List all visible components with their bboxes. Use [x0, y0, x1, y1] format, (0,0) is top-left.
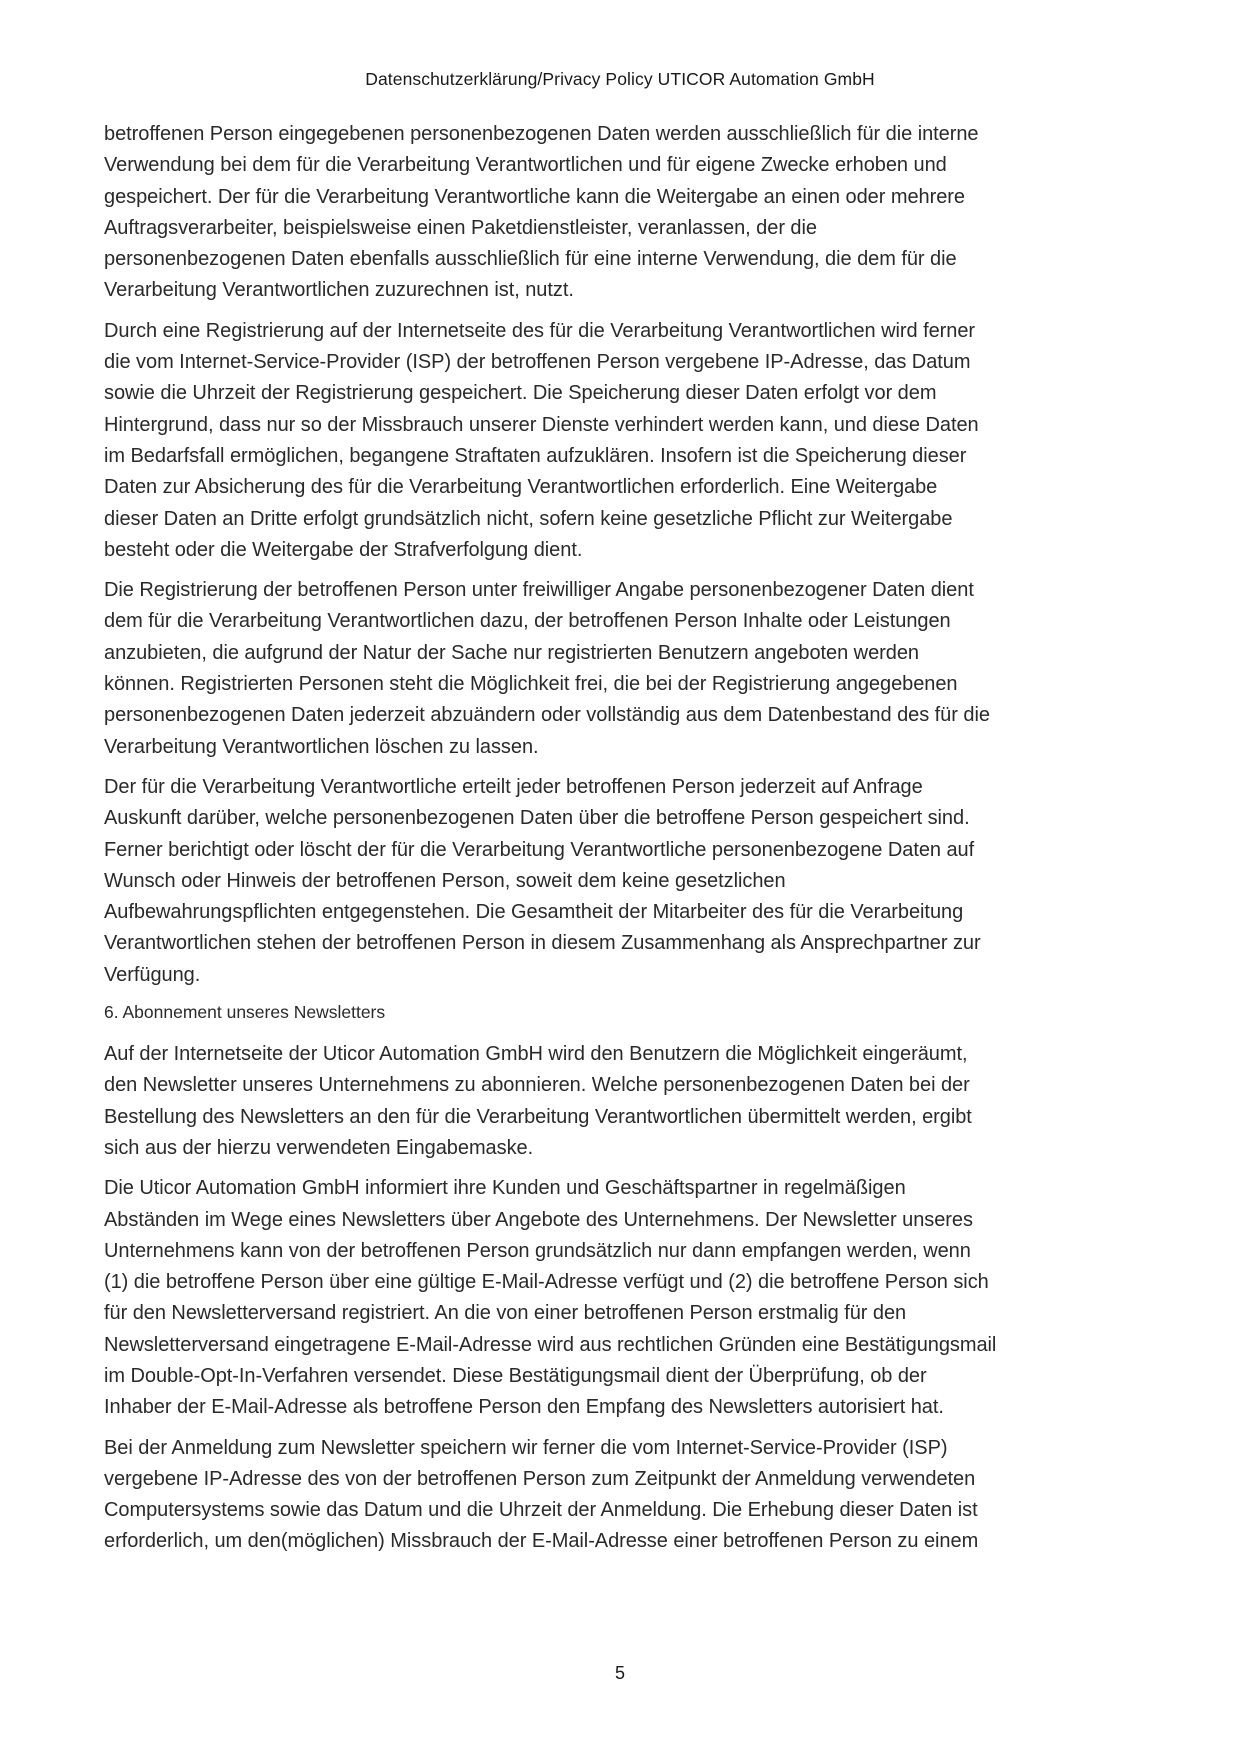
text-line: Die Uticor Automation GmbH informiert ihre Kunden und Geschäftspartner in regelmäßigen [104, 1177, 906, 1200]
document-body [104, 119, 1144, 1567]
text-line: im Bedarfsfall ermöglichen, begangene Straftaten aufzuklären. Insofern ist die Speicherung dieser [104, 444, 967, 467]
text-line: für den Newsletterversand registriert. An die von einer betroffenen Person erstmalig für den [104, 1302, 907, 1325]
paragraph-newsletter-ip-storage [104, 1433, 1144, 1558]
paragraph-ip-storage [104, 316, 1144, 566]
paragraph-registration-purpose [104, 575, 1144, 763]
text-line: Die Registrierung der betroffenen Person unter freiwilliger Angabe personenbezogener Daten dient [104, 579, 974, 602]
text-line: erforderlich, um den(möglichen) Missbrauch der E-Mail-Adresse einer betroffenen Person zu einem [104, 1530, 979, 1553]
text-line: anzubieten, die aufgrund der Natur der Sache nur registrierten Benutzern angeboten werden [104, 641, 919, 664]
text-line: Abständen im Wege eines Newsletters über Angebote des Unternehmens. Der Newsletter unseres [104, 1208, 973, 1231]
text-line: sowie die Uhrzeit der Registrierung gespeichert. Die Speicherung dieser Daten erfolgt vor dem [104, 382, 937, 405]
text-line: im Double-Opt-In-Verfahren versendet. Diese Bestätigungsmail dient der Überprüfung, ob der [104, 1364, 927, 1387]
text-line: Newsletterversand eingetragene E-Mail-Adresse wird aus rechtlichen Gründen eine Bestätigungsmail [104, 1333, 997, 1356]
page-number: 5 [614, 1663, 625, 1683]
text-line: Der für die Verarbeitung Verantwortliche erteilt jeder betroffenen Person jederzeit auf Anfrage [104, 775, 923, 798]
page-header-title: Datenschutzerklärung/Privacy Policy UTICOR Automation GmbH [365, 69, 875, 89]
text-line: besteht oder die Weitergabe der Strafverfolgung dient. [104, 538, 583, 561]
text-line: Verwendung bei dem für die Verarbeitung Verantwortlichen und für eigene Zwecke erhoben und [104, 154, 947, 177]
text-line: Hintergrund, dass nur so der Missbrauch unserer Dienste verhindert werden kann, und diese Daten [104, 413, 979, 436]
text-line: Auskunft darüber, welche personenbezogenen Daten über die betroffene Person gespeichert sind. [104, 807, 970, 830]
text-line: Verantwortlichen stehen der betroffenen Person in diesem Zusammenhang als Ansprechpartner zur [104, 932, 981, 955]
text-line: Verarbeitung Verantwortlichen zuzurechnen ist, nutzt. [104, 279, 574, 302]
text-line: gespeichert. Der für die Verarbeitung Verantwortliche kann die Weitergabe an einen oder mehrere [104, 185, 965, 208]
text-line: Bei der Anmeldung zum Newsletter speichern wir ferner die vom Internet-Service-Provider (ISP) [104, 1436, 948, 1459]
text-line: Wunsch oder Hinweis der betroffenen Person, soweit dem keine gesetzlichen [104, 869, 786, 892]
text-line: den Newsletter unseres Unternehmens zu abonnieren. Welche personenbezogenen Daten bei der [104, 1074, 970, 1097]
paragraph-newsletter-intro [104, 1039, 1144, 1164]
text-line: Verarbeitung Verantwortlichen löschen zu lassen. [104, 735, 539, 758]
paragraph-right-to-information [104, 772, 1144, 991]
text-line: Ferner berichtigt oder löscht der für die Verarbeitung Verantwortliche personenbezogene Daten auf [104, 838, 975, 861]
text-line: Inhaber der E-Mail-Adresse als betroffene Person den Empfang des Newsletters autorisiert hat. [104, 1396, 944, 1419]
text-line: Verfügung. [104, 963, 201, 986]
paragraph-registration-data-usage [104, 119, 1144, 307]
section-heading-newsletter: 6. Abonnement unseres Newsletters [104, 1002, 386, 1023]
text-line: die vom Internet-Service-Provider (ISP) der betroffenen Person vergebene IP-Adresse, das Datum [104, 351, 971, 374]
text-line: können. Registrierten Personen steht die Möglichkeit frei, die bei der Registrierung angegebenen [104, 673, 958, 696]
text-line: Auftragsverarbeiter, beispielsweise einen Paketdienstleister, veranlassen, der die [104, 216, 817, 239]
text-line: personenbezogenen Daten ebenfalls ausschließlich für eine interne Verwendung, die dem für die [104, 248, 957, 271]
text-line: Auf der Internetseite der Uticor Automation GmbH wird den Benutzern die Möglichkeit eingeräumt, [104, 1043, 968, 1066]
text-line: sich aus der hierzu verwendeten Eingabemaske. [104, 1136, 534, 1159]
text-line: personenbezogenen Daten jederzeit abzuändern oder vollständig aus dem Datenbestand des für die [104, 704, 990, 727]
text-line: betroffenen Person eingegebenen personenbezogenen Daten werden ausschließlich für die interne [104, 123, 979, 145]
paragraph-newsletter-double-opt-in [104, 1173, 1144, 1423]
text-line: dieser Daten an Dritte erfolgt grundsätzlich nicht, sofern keine gesetzliche Pflicht zur Weitergabe [104, 507, 953, 530]
text-line: (1) die betroffene Person über eine gültige E-Mail-Adresse verfügt und (2) die betroffene Person sich [104, 1271, 989, 1294]
text-line: vergebene IP-Adresse des von der betroffenen Person zum Zeitpunkt der Anmeldung verwendeten [104, 1467, 976, 1490]
text-line: Bestellung des Newsletters an den für die Verarbeitung Verantwortlichen übermittelt werden, ergibt [104, 1105, 972, 1128]
text-line: dem für die Verarbeitung Verantwortlichen dazu, der betroffenen Person Inhalte oder Leistungen [104, 610, 951, 633]
text-line: Aufbewahrungspflichten entgegenstehen. Die Gesamtheit der Mitarbeiter des für die Verarbeitung [104, 901, 964, 924]
text-line: Durch eine Registrierung auf der Internetseite des für die Verarbeitung Verantwortlichen wird ferner [104, 319, 976, 342]
text-line: Unternehmens kann von der betroffenen Person grundsätzlich nur dann empfangen werden, wenn [104, 1239, 971, 1262]
text-line: Daten zur Absicherung des für die Verarbeitung Verantwortlichen erforderlich. Eine Weitergabe [104, 476, 938, 499]
text-line: Computersystems sowie das Datum und die Uhrzeit der Anmeldung. Die Erhebung dieser Daten ist [104, 1499, 978, 1522]
